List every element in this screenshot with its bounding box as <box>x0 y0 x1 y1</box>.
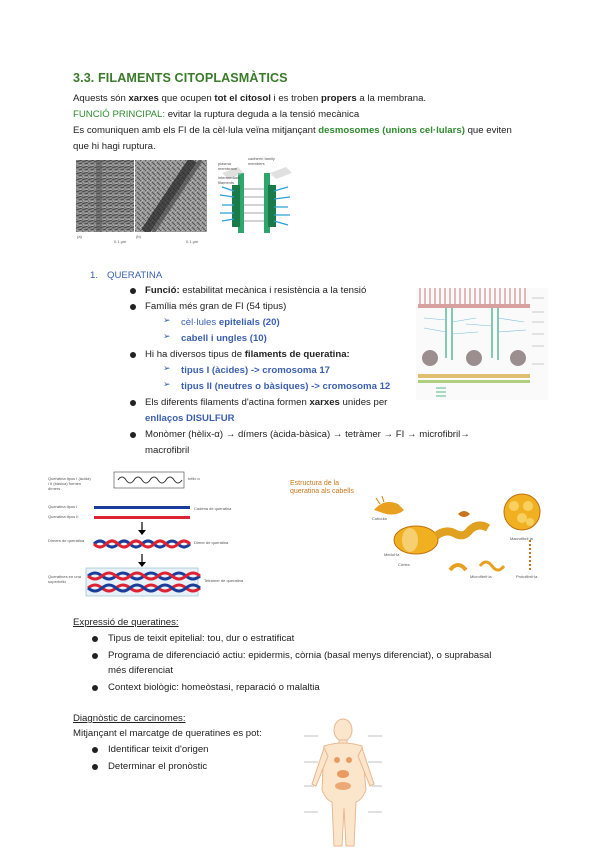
function-text: estabilitat mecànica i resistència a la tensió <box>179 285 367 296</box>
section-title: 3.3. FILAMENTS CITOPLASMÀTICS <box>73 71 288 85</box>
sub-epithelial <box>181 315 280 330</box>
micro-scale-a: 0.1 µm <box>114 239 127 244</box>
desmosome-term: desmosomes (unions cel·lulars) <box>318 125 465 136</box>
queratina-number: 1. <box>90 270 99 281</box>
queratina-types <box>145 347 350 362</box>
bullet-dot <box>92 653 98 659</box>
sub-text: cèl·lules <box>181 317 219 328</box>
expressio-item: Context biològic: homeòstasi, reparació o malaltia <box>108 682 320 693</box>
function-text: evitar la ruptura deguda a la tensió mecànica <box>165 109 360 120</box>
structure-label: Medul·la <box>384 552 400 557</box>
hair-keratin-structure <box>280 470 556 594</box>
assembly-label: Dímer de queratina <box>194 540 229 545</box>
queratina-title: QUERATINA <box>107 270 163 281</box>
diagnostic-intro: Mitjançant el marcatge de queratines es pot: <box>73 728 262 739</box>
assembly-label: Dímers de queratina <box>48 538 85 543</box>
structure-title: Estructura de la queratina als cabells <box>290 480 354 495</box>
arrow-bullet-icon: ➢ <box>163 379 171 389</box>
sub-hair-nails: cabell i ungles (10) <box>181 333 267 344</box>
types-text: Hi ha diversos tipus de <box>145 349 245 360</box>
arrow-bullet-icon: ➢ <box>163 363 171 373</box>
types-bold: filaments de queratina: <box>244 349 350 360</box>
structure-label: Macrofibril·la <box>510 536 533 541</box>
epithelium-diagram <box>416 288 548 400</box>
expressio-item: Tipus de teixit epitelial: tou, dur o estratificat <box>108 633 295 644</box>
assembly-label: Cadena de queratina <box>194 506 232 511</box>
intro-bold: propers <box>321 93 357 104</box>
queratina-networks <box>145 395 387 410</box>
desmo-label-membrane: plasma membrane <box>218 161 238 171</box>
disulfide-bonds: enllaços DISULFUR <box>145 413 235 424</box>
epithelium-drawing <box>416 288 548 400</box>
expressio-item: Programa de diferenciació actiu: epidermis, còrnia (basal menys diferenciat), o suprabasal <box>108 650 492 661</box>
function-label: FUNCIÓ PRINCIPAL: <box>73 109 166 120</box>
networks-bold: xarxes <box>309 397 340 408</box>
intro-text: i es troben <box>270 93 322 104</box>
intro-text: a la membrana. <box>356 93 427 104</box>
arrow-bullet-icon: ➢ <box>163 331 171 341</box>
micro-scale-b: 0.1 µm <box>186 239 199 244</box>
assembly-label: Queratina tipus II <box>48 514 79 519</box>
bullet-dot <box>130 288 136 294</box>
bullet-dot <box>130 352 136 358</box>
bullet-dot <box>130 304 136 310</box>
body-carcinoma-diagram <box>302 716 384 848</box>
diagnostic-item: Identificar teixit d'origen <box>108 744 209 755</box>
assembly-label: Queratina tipus I <box>48 504 78 509</box>
assembly-label: Queratina tipus I (àcida) i II (bàsica) formen dímers <box>48 476 91 491</box>
bullet-dot <box>92 685 98 691</box>
body-drawing <box>302 716 384 848</box>
bullet-dot <box>130 400 136 406</box>
assembly-label: hèlix α <box>188 476 200 481</box>
desmosome-diagram <box>218 155 302 237</box>
micrograph-a-image <box>76 160 134 232</box>
structure-label: Cutícula <box>372 516 387 521</box>
networks-text: unides per <box>339 397 388 408</box>
assembly-label: Tetràmer de queratina <box>204 578 244 583</box>
networks-text: Els diferents filaments d'actina formen <box>145 397 310 408</box>
intro-line-1 <box>73 91 426 106</box>
assembly-sequence-2: macrofibril <box>145 445 190 456</box>
micrograph-b-image <box>135 160 207 232</box>
desmosome-line-2: que hi hagi ruptura. <box>73 141 156 152</box>
intro-bold: xarxes <box>128 93 159 104</box>
structure-label: Còrtex <box>398 562 410 567</box>
diagnostic-title: Diagnòstic de carcinomes: <box>73 713 186 724</box>
bullet-dot <box>92 636 98 642</box>
function-label: Funció: <box>145 285 180 296</box>
structure-label: Protofibril·la <box>516 574 538 579</box>
intro-bold: tot el citosol <box>214 93 271 104</box>
desmo-label-cadherin: cadherin family members <box>248 156 275 166</box>
desmosome-line <box>73 123 533 138</box>
expressio-title: Expressió de queratines: <box>73 617 179 628</box>
function-line <box>73 107 359 122</box>
assembly-sequence: Monòmer (hèlix-α) → dímers (àcida-bàsica) → tetràmer → FI → microfibril→ <box>145 429 470 440</box>
desmo-label-filaments: intermediate filaments <box>218 175 241 185</box>
keratin-assembly-diagram <box>48 470 266 602</box>
arrow-bullet-icon: ➢ <box>163 315 171 325</box>
queratina-function <box>145 283 366 298</box>
intro-text: Aquests són <box>73 93 129 104</box>
bullet-dot <box>130 432 136 438</box>
type-2: tipus II (neutres o bàsiques) -> cromosoma 12 <box>181 381 391 392</box>
type-1: tipus I (àcides) -> cromosoma 17 <box>181 365 331 376</box>
assembly-label: Queratines en una superhèlix <box>48 574 81 584</box>
desmosome-text: que eviten <box>464 125 512 136</box>
micro-label-b: (b) <box>136 234 141 239</box>
diagnostic-item: Determinar el pronòstic <box>108 761 208 772</box>
desmosome-text: Es comuniquen amb els FI de la cèl·lula veïna mitjançant <box>73 125 319 136</box>
bullet-dot <box>92 764 98 770</box>
bullet-dot <box>92 747 98 753</box>
expressio-item-cont: més diferenciat <box>108 665 174 676</box>
micrograph-b <box>135 160 207 232</box>
intro-text: que ocupen <box>158 93 215 104</box>
structure-label: Microfibril·la <box>470 574 492 579</box>
micrograph-a <box>76 160 134 232</box>
sub-bold: epitelials (20) <box>218 317 280 328</box>
micro-label-a: (a) <box>77 234 82 239</box>
queratina-family: Família més gran de FI (54 tipus) <box>145 301 287 312</box>
